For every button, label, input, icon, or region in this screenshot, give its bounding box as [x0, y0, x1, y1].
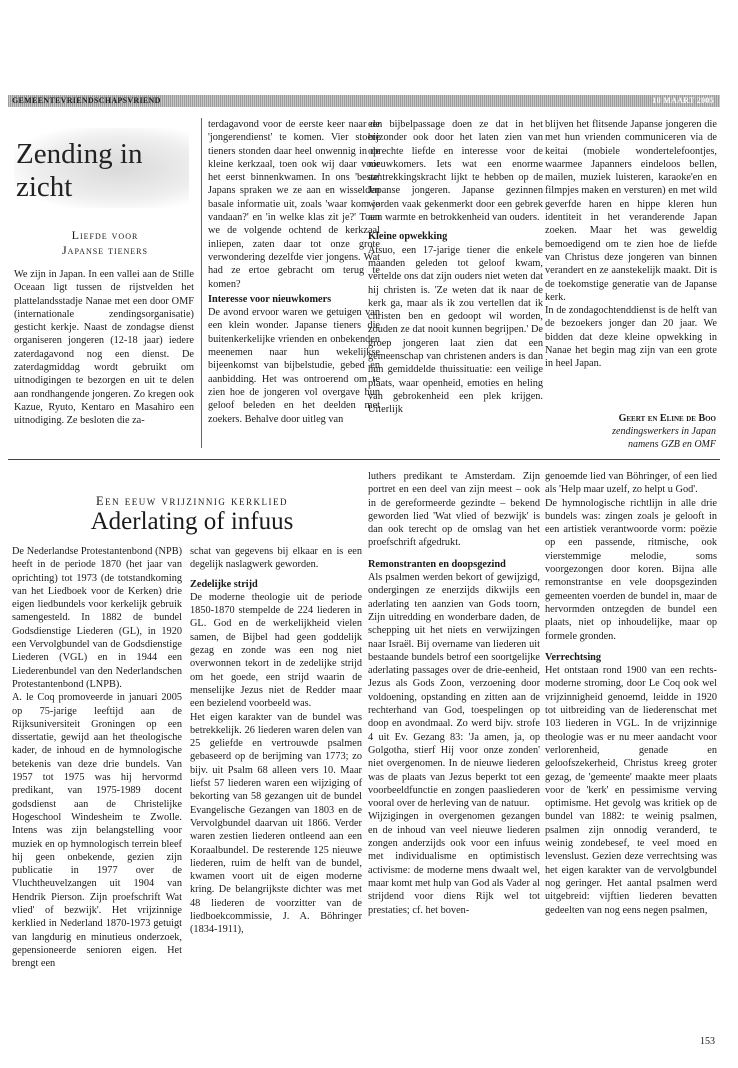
article2-column-3 — [368, 470, 540, 917]
article-divider — [8, 459, 720, 460]
author-name: Geert en Eline de Boo — [618, 413, 716, 424]
article2-title: Aderlating of infuus — [90, 508, 294, 535]
paragraph: Het ontstaan rond 1900 van een rechts-moderne stroming, door Le Coq ook wel vrijzinnigheid genoemd, leidde in 1920 tot uitbreiding van de liederenschat met 103 liederen in VGL. In de vrijzinnige theologie was er nu meer aandacht voor verlorenheid, genade en geloofszekerheid, Christus kreeg groter gezag, de 'gemeente' maakte meer plaats voor de 'kerk' en pessimisme verving optimisme. Het gevolg was kritiek op de bundel van 1882: te weinig psalmen, psalmen zijn onnodig veranderd, te weinig zondebesef, te veel moed en levenslust. Gezien deze verrechtsing was het eigen karakter van de vervolgbundel nog geringer. Het aantal psalmen werd uitgebreid: vijftien liederen bevatten gedeelten van nog eens negen psalmen, — [545, 665, 717, 916]
article1-subtitle-line1: Liefde voor — [71, 228, 139, 242]
paragraph: Het eigen karakter van de bundel was betrekkelijk. 26 liederen waren delen van 25 geliefde en vertrouwde psalmen gebaseerd op de berijming van 1773; zo bijv. uit Psalm 68 alleen vers 10. Maar liefst 57 liederen waren een wijziging of bekorting van 58 gezangen uit de bundel Evangelische Gezangen van 1803 en de Vervolgbundel daarvan uit 1866. Verder waren zestien liederen ontleend aan een Koraalbundel. De resterende 125 nieuwe liederen, ruim de helft van de bundel, kwamen voort uit de eigen moderne kring. De belangrijkste dichter was met 48 liederen de voorzitter van de liedboekcommissie, J. A. Böhringer (1834-1911), — [190, 711, 362, 936]
paragraph: genoemde lied van Böhringer, of een lied als 'Help maar uzelf, zo helpt u God'. — [545, 471, 717, 496]
section-heading: Zedelijke strijd — [190, 578, 258, 590]
paragraph: De Nederlandse Protestantenbond (NPB) heeft in de periode 1870 (het jaar van oprichting) tot 1973 (de totstandkoming van het Liedboek voor de Kerken) drie eigen liedbundels voor kerkelijk gebruik samengesteld. In 1882 de bundel Godsdienstige Liederen (GL), in 1920 een Vervolgbundel van de Godsdienstige Liederen (VGL) en in 1944 een Liederenbundel van den Nederlandschen Protestantenbond (LNPB). — [12, 546, 182, 690]
paragraph: Als psalmen werden bekort of gewijzigd, ondergingen ze enerzijds dikwijls een aderlating ten aanzien van Gods toorn, Zijn uitredding en wonderbare daden, de schepping uit het niets en verwijzingen naar Israël. Bij overname van liederen uit bestaande bundels betrof een soortgelijke aderlating passages over de drie-eenheid, Jezus als Gods Zoon, verzoening door voldoening, opstanding en zitten aan de rechterhand van God, toespelingen op doop en avondmaal. Zo werd bijv. strofe 4 uit Ev. Gezang 83: 'Ja amen, ja, op Golgotha, stierf Hij voor onze zonden' niet overgenomen. In de nieuwe liederen was de plaats van Jezus beperkt tot een voorbeeldfunctie en zongen paasliederen vooral over de herleving van de natuur. — [368, 572, 540, 810]
article1-column-2 — [208, 118, 380, 426]
paragraph: luthers predikant te Amsterdam. Zijn portret en een deel van zijn meest – ook in de gereformeerde gezindte – bekend geworden lied 'Wat vlied of bezwijk' is dan ook terecht op de omslag van het proefschrift afgedrukt. — [368, 471, 540, 549]
article2-column-2 — [190, 545, 362, 937]
section-heading: Remonstranten en doopsgezind — [368, 558, 506, 570]
article1-column-3 — [368, 118, 543, 417]
paragraph: We zijn in Japan. In een vallei aan de Stille Oceaan ligt tussen de rijstvelden het plattelandsstadje Nanae met een door OMF (internationale zendingsorganisatie) gesticht kerkje. Naast de zondagse dienst organiseren jongeren (12-18 jaar) iedere zaterdagavond nog een dienst. De zaterdagmiddag wordt gebruikt om uitnodigingen te bezorgen en uit te delen aan rondhangende jongeren. Zo kregen ook Kazue, Ryuto, Kentaro en Masahiro een uitnodiging. Ze besloten die za- — [14, 269, 194, 427]
column-rule — [201, 118, 202, 448]
author-role: zendingswerkers in Japan — [612, 426, 716, 437]
article1-signature — [542, 412, 716, 451]
paragraph: een bijbelpassage doen ze dat in het bijzonder ook door het laten zien van oprechte liefde en interesse voor de nieuwkomers. Iets wat een enorme aantrekkingskracht lijkt te hebben op de Japanse jongeren. Japanse gezinnen worden vaak gekenmerkt door een gebrek aan warmte en betrokkenheid van ouders. — [368, 119, 543, 224]
paragraph: schat van gegevens bij elkaar en is een degelijk naslagwerk geworden. — [190, 546, 362, 571]
publication-name: GEMEENTEVRIENDSCHAPSVRIEND — [12, 96, 161, 105]
article1-subtitle — [14, 228, 196, 258]
section-heading: Verrechtsing — [545, 651, 602, 663]
article2-column-1 — [12, 545, 182, 971]
page-number: 153 — [700, 1036, 715, 1047]
article1-title: Zending in zicht — [16, 138, 143, 203]
article1-column-4 — [545, 118, 717, 371]
article2-column-4 — [545, 470, 717, 917]
paragraph: De hymnologische richtlijn in alle drie bundels was: zingen zoals je gelooft in een artistiek verantwoorde vorm: poëzie op een passende, ritmische, ook vierstemmige melodie, soms voorgezongen door koren. Bijna alle remonstrantse en vele doopsgezinden gemeenten voerden de bundel in, maar de hervormden ontzegden de bundel een plaats, niet op inhoudelijke, maar op formele gronden. — [545, 497, 717, 642]
article2-kicker: Een eeuw vrijzinnig kerklied — [96, 494, 288, 508]
paragraph: Wijzigingen in overgenomen gezangen en de inhoud van veel nieuwe liederen zongen anderzijds ook voor een infuus met individualisme en optimistisch activisme: de moderne mens dwaalt wel, maar komt met hulp van God als Vader al strijdend voor diens Rijk wel tot prestaties; cf. het boven- — [368, 811, 540, 916]
paragraph: blijven het flitsende Japanse jongeren die met hun vrienden communiceren via de keitai (mobiele wondertelefoontjes, waarmee Japanners eindeloos bellen, mailen, muziek luisteren, karaoke'en en filmpjes maken en versturen) en met wild geverfde haren en hippe kleren hun identiteit in het veranderende Japan zoeken. Maar het was geweldig bemoedigend om te zien hoe de liefde van Christus deze jongeren van binnen verandert en ze aanstekelijk maakt. Dit is de toekomstige generatie van de Japanse kerk. — [545, 119, 717, 303]
article1-column-1 — [14, 268, 194, 428]
issue-date: 10 MAART 2005 — [652, 96, 714, 105]
section-heading: Kleine opwekking — [368, 231, 448, 243]
paragraph: A. le Coq promoveerde in januari 2005 op 75-jarige leeftijd aan de Rijksuniversiteit Groningen op een dissertatie, gewijd aan het theologische kader, de inhoud en de hymnologische betekenis van deze drie bundels. Van 1957 tot 1975 was hij hervormd predikant, van 1975-1989 docent godsdienst aan de Christelijke Hogeschool Windesheim te Zwolle. Intens was zijn belangstelling voor muziek en op hymnologisch terrein bleef hij geen onbekende, gezien zijn publicatie in 1977 over de Vluchtheuvelzangen uit 1904 van Hendrik Pierson. Zijn proefschrift Wat vlied' of bezwijk'. Het vrijzinnige kerklied in Nederland 1870-1973 getuigt van langdurig en minutieus onderzoek, gepensioneerde senioren eigen. Het brengt een — [12, 692, 182, 970]
page-header-bar — [8, 95, 720, 107]
paragraph: De avond ervoor waren we getuigen van een klein wonder. Japanse tieners die buitenkerkelijke vrienden en onbekenden meenemen naar hun wekelijkse bijeenkomst van bijbelstudie, gebed en aanbidding. Het was ontroerend om te zien hoe de jongeren vol overgave hun geloof beleden en het deelden met zoekers. Behalve door uitleg van — [208, 307, 380, 425]
paragraph: Atsuo, een 17-jarige tiener die enkele maanden geleden tot geloof kwam, vertelde ons dat zijn ouders niet weten dat hij christen is. 'Ze weten dat ik naar de kerk ga, maar als ik zou vertellen dat ik christen ben en gedoopt wil worden, zouden ze dat nooit kunnen begrijpen.' De groep jongeren laat zien dat een gemeenschap van christenen anders is dan hun gemiddelde thuissituatie: een veilige plaats, waar openheid, emoties en heling van gebrokenheid een plek krijgen. Uiterlijk — [368, 244, 543, 416]
paragraph: In de zondagochtenddienst is de helft van de bezoekers jonger dan 20 jaar. We bidden dat deze kleine opwekking in Nanae het begin mag zijn van een grote in heel Japan. — [545, 305, 717, 370]
article1-subtitle-line2: Japanse tieners — [62, 243, 148, 257]
author-affiliation: namens GZB en OMF — [627, 439, 716, 450]
paragraph: terdagavond voor de eerste keer naar de 'jongerendienst' te komen. Vier stoere tieners stonden daar heel onwennig in de kleine kerkzaal, toen ook wij daar voor het eerst binnenkwamen. In ons 'beste' Japans spraken we ze aan en wisselden basale informatie uit, zoals 'waar kom je vandaan?' en 'in welke klas zit je?' Toen we de volgende ochtend de kerkzaal inliepen, zaten daar tot onze grote verwondering dezelfde vier jongens. Wat had ze ertoe gebracht om terug te komen? — [208, 119, 380, 290]
article1-title-block — [14, 128, 189, 208]
paragraph: De moderne theologie uit de periode 1850-1870 stempelde de 224 liederen in GL. God en de werkelijkheid vielen samen, de Bijbel had geen goddelijk gezag en zonde was een nog niet overwonnen tekort in de zedelijke strijd om het goede, een strijd waarin de menselijke Jezus niet de Redder maar een bezielend voorbeeld was. — [190, 591, 362, 710]
section-heading: Interesse voor nieuwkomers — [208, 293, 332, 305]
